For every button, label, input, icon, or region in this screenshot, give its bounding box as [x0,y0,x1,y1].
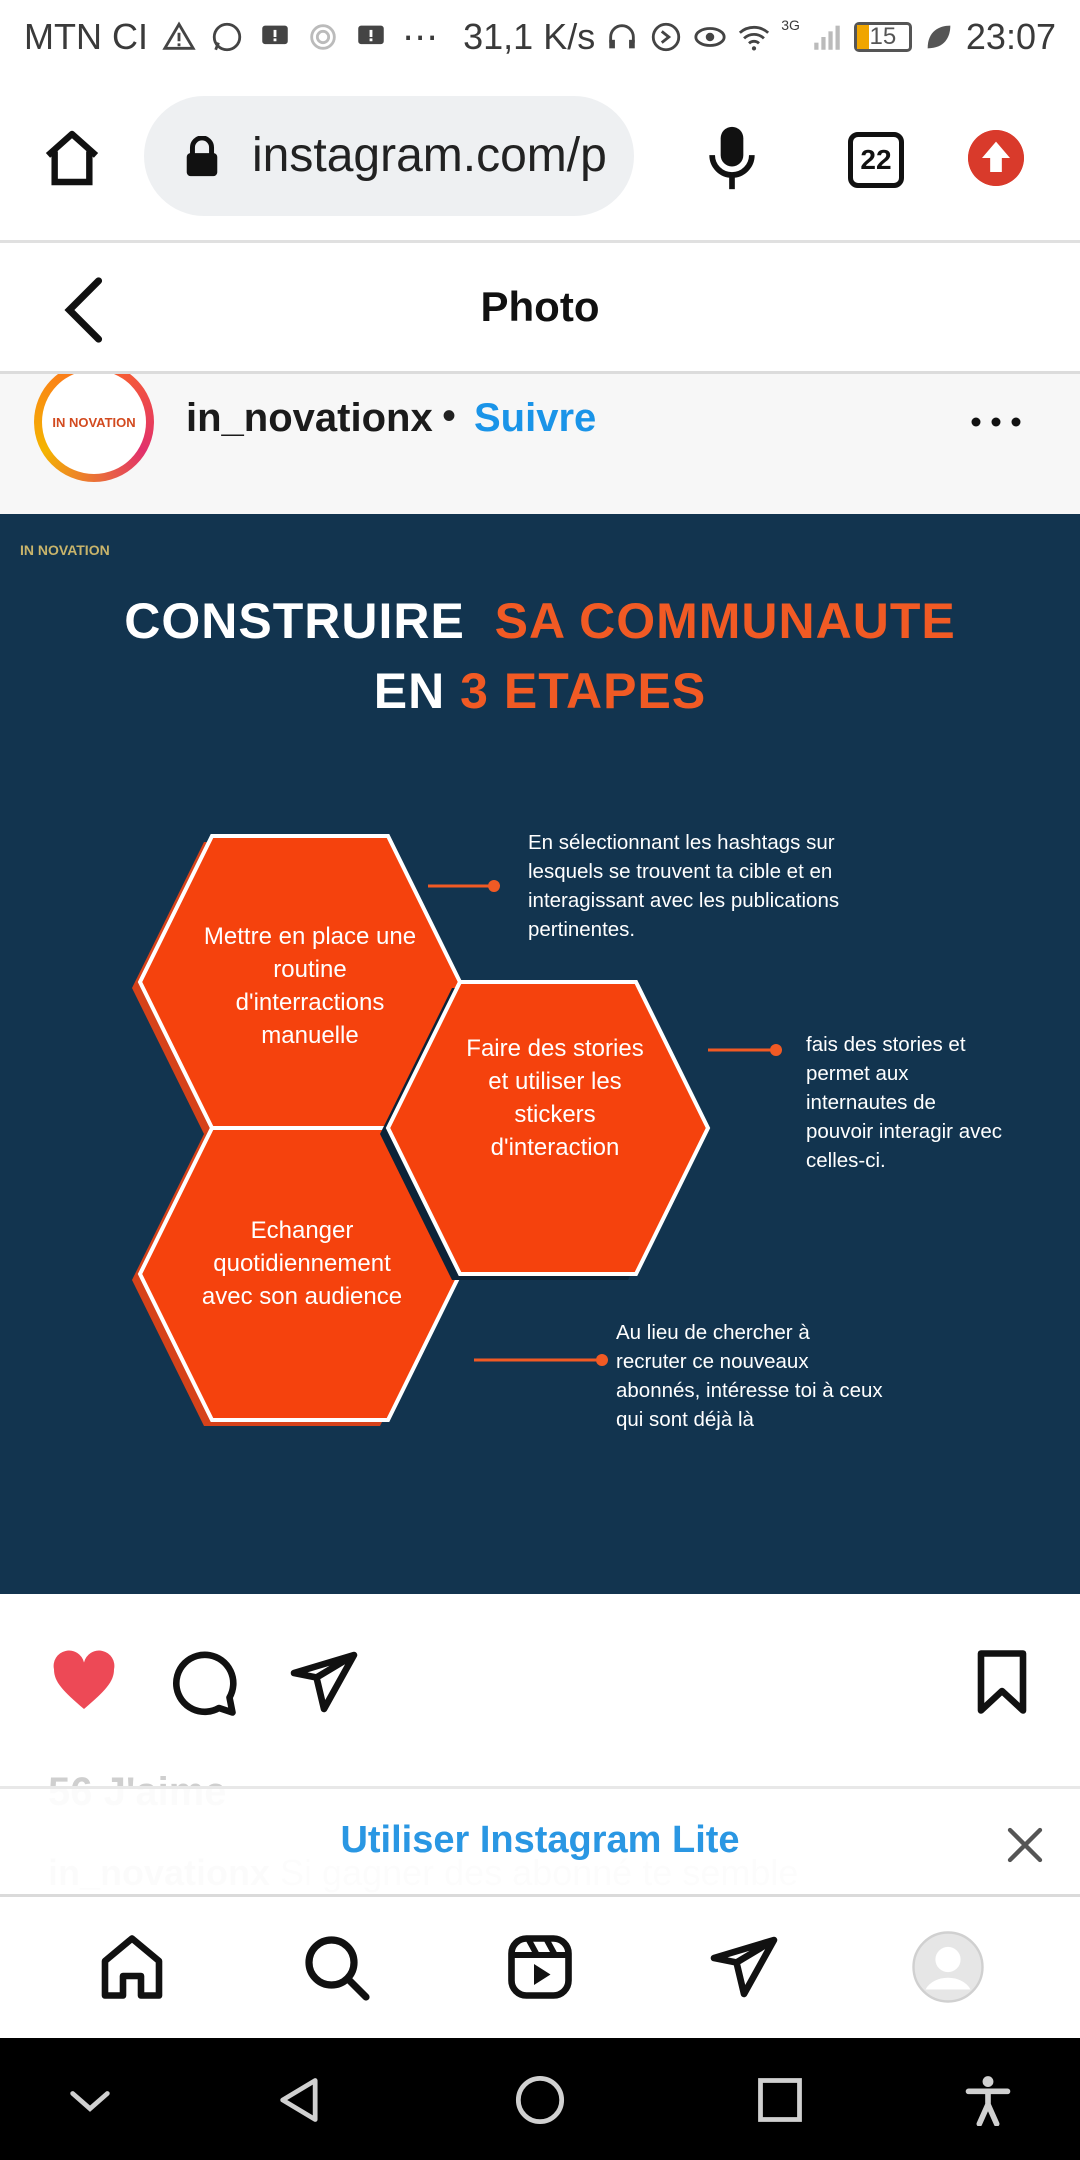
network-speed: 31,1 K/s [463,16,596,57]
microphone-icon[interactable] [708,124,756,192]
username[interactable]: in_novationx [186,396,433,440]
step-2-note: fais des stories et permet aux internautes de pouvoir interagir avec celles-ci. [806,1033,1002,1172]
nav-profile-icon[interactable] [912,1931,984,2003]
address-bar[interactable] [144,96,634,216]
send-icon[interactable] [288,1646,360,1718]
message-alert-icon [258,20,292,54]
whatsapp-icon [210,20,244,54]
url-text[interactable]: instagram.com/p [252,129,607,182]
heading-line-2: EN 3 ETAPES [373,663,707,719]
more-options-icon[interactable] [970,414,1022,430]
eye-comfort-icon [693,20,727,54]
heading-line-1: CONSTRUIRE SA COMMUNAUTE [124,593,956,649]
nav-search-icon[interactable] [300,1931,372,2003]
page-header [0,240,1080,374]
recents-square-icon[interactable] [754,2074,806,2126]
fingerprint-icon [306,20,340,54]
hexagon-3-label: Echanger quotidiennement avec son audience [201,1217,403,1310]
status-bar [0,0,1080,76]
more-notifications-icon: ⋯ [401,16,438,57]
data-saver-icon [649,20,683,54]
signal-icon [810,20,844,54]
wifi-icon [737,20,771,54]
instagram-lite-banner [0,1786,1080,1894]
follow-button[interactable]: Suivre [474,396,597,440]
post-image[interactable] [0,514,1080,1594]
nav-direct-icon[interactable] [708,1931,780,2003]
carrier-label: MTN CI [24,16,148,57]
post-actions [0,1594,1080,1784]
connector-dot-2 [770,1044,782,1056]
nav-reels-icon[interactable] [504,1931,576,2003]
home-icon[interactable] [40,126,104,190]
clock: 23:07 [965,16,1056,57]
collapse-icon[interactable] [64,2074,116,2126]
accessibility-icon[interactable] [962,2074,1014,2126]
step-3-note: Au lieu de chercher à recruter ce nouveaux abonnés, intéresse toi à ceux qui sont déjà là [616,1321,883,1431]
leaf-icon [922,20,956,54]
home-circle-icon[interactable] [514,2074,566,2126]
use-instagram-lite-link[interactable]: Utiliser Instagram Lite [340,1819,740,1861]
connector-dot-3 [596,1354,608,1366]
bottom-navigation [0,1894,1080,2038]
battery-icon: 15 [854,22,912,52]
back-triangle-icon[interactable] [274,2074,326,2126]
connector-dot-1 [488,880,500,892]
avatar[interactable] [34,374,154,484]
bookmark-icon[interactable] [966,1646,1038,1718]
nav-home-icon[interactable] [96,1931,168,2003]
avatar-text: IN NOVATION [42,374,146,474]
brand-logo: IN NOVATION [20,542,110,558]
tab-switcher-button[interactable]: 22 [848,132,904,188]
comment-icon[interactable] [168,1648,240,1720]
network-type: 3G [781,17,800,33]
post-header [0,374,1080,514]
separator-dot: • [442,394,457,438]
step-1-note: En sélectionnant les hashtags sur lesquels se trouvent ta cible et en interagissant avec les publications pertinentes. [528,831,840,941]
hexagon-2-label: Faire des stories et utiliser les stickers d'interaction [466,1035,644,1161]
browser-toolbar [0,76,1080,240]
update-icon[interactable] [968,130,1024,186]
lock-icon [184,136,220,178]
warning-icon [162,20,196,54]
page-title: Photo [480,283,600,330]
heart-icon[interactable] [48,1646,120,1718]
system-navigation-bar [0,2038,1080,2160]
message-alert-icon-2 [354,20,388,54]
headphones-icon [605,20,639,54]
hexagon-1-label: Mettre en place une routine d'interractions manuelle [203,923,417,1049]
close-icon[interactable] [1005,1825,1045,1865]
